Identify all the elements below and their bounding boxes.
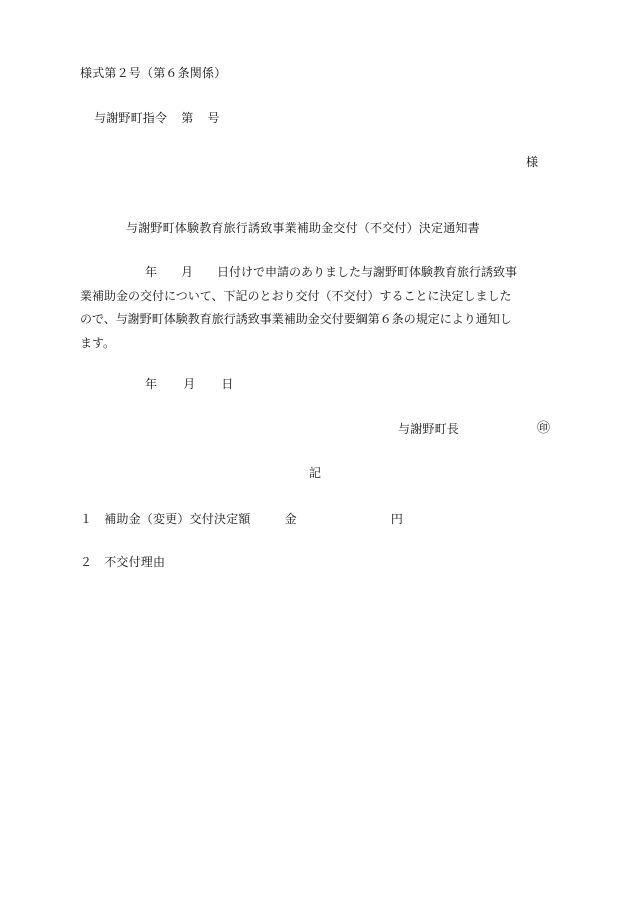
date-day: 日 [221,377,234,391]
item-grant-amount [80,513,403,525]
recipient-honorific: 様 [526,155,539,169]
item-yen: 円 [390,512,404,526]
date-year: 年 [145,377,158,391]
directive-number-line [94,112,220,124]
item-kin: 金 [284,512,297,526]
form-number: 様式第２号（第６条関係） [80,66,227,80]
ki-heading: 記 [309,466,322,480]
body-line: 年 月 日付けで申請のありました与謝野町体験教育旅行誘致事 [145,265,518,279]
body-line: ます。 [80,335,116,350]
directive-go: 号 [207,111,220,125]
item-number: １ [80,512,93,526]
date-month: 月 [183,377,196,391]
item-label: 補助金（変更）交付決定額 [104,512,251,526]
directive-prefix: 与謝野町指令 [94,111,168,125]
item-label: 不交付理由 [104,555,166,569]
document-title: 与謝野町体験教育旅行誘致事業補助金交付（不交付）決定通知書 [126,221,480,235]
body-line: ので、与謝野町体験教育旅行誘致事業補助金交付要綱第６条の規定により通知し [80,312,512,326]
item-non-grant-reason [80,556,165,568]
mayor-signature: 与謝野町長 [398,422,460,436]
seal-mark: ㊞ [537,421,551,436]
date-line [145,378,234,390]
directive-dai: 第 [181,111,194,125]
body-paragraph [80,266,550,360]
body-line: 業補助金の交付について、下記のとおり交付（不交付）することに決定しました [80,288,512,303]
item-number: ２ [80,555,93,569]
